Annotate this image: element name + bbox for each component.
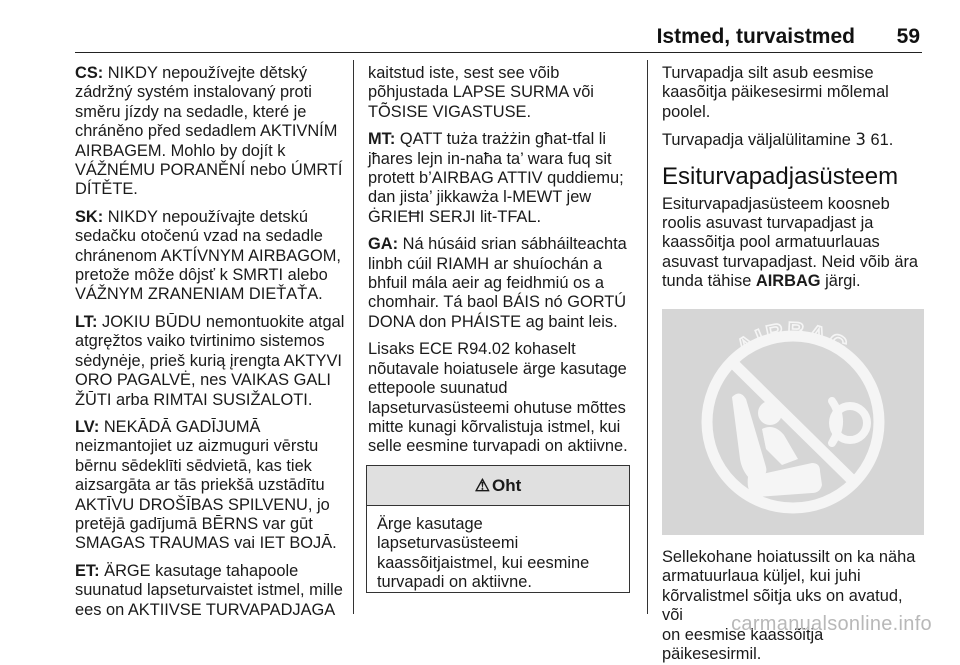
language-code: CS:	[75, 64, 104, 82]
language-code: GA:	[368, 235, 399, 254]
warning-paragraph-et	[75, 562, 347, 620]
front-airbag-description	[662, 195, 924, 292]
language-code: SK:	[75, 207, 104, 226]
continuation-paragraph: kaitstud iste, sest see võib põhjustada LAPSE SURMA või TÕSISE VIGASTUSE.	[368, 64, 594, 121]
header-rule	[75, 52, 922, 53]
label-location-paragraph: Turvapadja silt asub eesmise kaasõitja päikesesirmi mõlemal poolel.	[662, 64, 889, 121]
deactivation-text: Turvapadja väljalülitamine	[662, 131, 851, 150]
page-reference-arrow-icon: 3	[855, 130, 866, 150]
figure-caption: Sellekohane hoiatussilt on ka näha armatuurlaua küljel, kui juhi kõrvalistmel sõitja uks on avatud, või on eesmise kaassõitja päikesesirmil.	[662, 548, 916, 664]
language-code: LV:	[75, 417, 100, 436]
watermark: carmanualsonline.info	[731, 613, 932, 635]
danger-warning-box	[366, 465, 630, 593]
warning-paragraph-lv	[75, 418, 347, 554]
airbag-arc-label: AIRBAG	[731, 317, 854, 362]
description-text: Esiturvapadjasüsteem koosneb roolis asuvast turvapadjast ja kaassõitja pool armatuurlauas asuvast turvapadjast. Neid võib ära tunda tähise	[662, 194, 919, 291]
airbag-prohibition-icon	[662, 309, 924, 535]
warning-text: Ná húsáid srian sábháilteachta linbh cúil RIAMH ar shuíochán a bhfuil mála aeir ag feidhmiú os a chomhair. Tá baol BÁIS nó GORTÚ DONA don PHÁISTE ag baint leis.	[368, 235, 627, 331]
danger-warning-header	[367, 466, 629, 506]
warning-triangle-icon: ⚠	[474, 475, 490, 495]
ece-paragraph: Lisaks ECE R94.02 kohaselt nõutavale hoiatusele ärge kasutage ettepoole suunatud lapseturvasüsteemi ohutuse mõttes mitte kunagi kõrvalistuja istmel, kui selle eesmine turvapadi on aktiivne.	[368, 340, 628, 456]
warning-paragraph-ga	[368, 235, 634, 332]
warning-paragraph-lt	[75, 313, 347, 410]
danger-warning-text: Ärge kasutage lapseturvasüsteemi kaassõitjaistmel, kui eesmine turvapadi on aktiivne.	[377, 514, 590, 591]
language-code: LT:	[75, 312, 98, 331]
column-divider-left	[353, 60, 354, 614]
warning-text: ÄRGE kasutage tahapoole suunatud lapseturvaistet istmel, mille ees on AKTIIVSE TURVAPADJAGA	[75, 561, 343, 619]
warning-text: NIKDY nepoužívejte dětský zádržný systém instalovaný proti směru jízdy na sedadle, které je chráněno před sedadlem AKTIVNÍM AIRBAGEM. Mohlo by dojít k VÁŽNÉMU PORANĚNÍ nebo ÚMRTÍ DÍTĚTE.	[75, 64, 343, 199]
warning-paragraph-cs	[75, 64, 347, 200]
warning-text: QATT tuża trażżin għat-tfal li jħares lejn in-naħa ta’ wara fuq sit protett b’AIRBAG ATTIV quddiemu; dan jista’ jikkawża l-MEWT jew ĠRIEĦI SERJI lit-TFAL.	[368, 130, 624, 226]
airbag-term: AIRBAG	[755, 272, 821, 291]
description-end: järgi.	[820, 272, 861, 291]
running-header-title: Istmed, turvaistmed	[656, 25, 855, 48]
deactivation-reference	[662, 130, 924, 150]
column-2	[368, 64, 634, 593]
language-code: MT:	[368, 130, 396, 149]
warning-text: NEKĀDĀ GADĪJUMĀ neizmantojiet uz aizmuguri vērstu bērnu sēdeklīti sēdvietā, kas tiek aizsargāta ar tās priekšā uzstādītu AKTĪVU DROŠĪBAS SPILVENU, jo pretējā gadījumā BĒRNS var gūt SMAGAS TRAUMAS vai IET BOJĀ.	[75, 417, 337, 553]
column-divider-right	[647, 60, 648, 614]
warning-paragraph-mt	[368, 130, 634, 227]
warning-text: JOKIU BŪDU nemontuokite atgal atgręžtos vaiko tvirtinimo sistemos sėdynėje, prieš kurią įrengta AKTYVI ORO PAGALVĖ, nes VAIKAS GALI ŽŪTI arba RIMTAI SUSIŽALOTI.	[75, 312, 345, 409]
page-reference[interactable]: 61.	[870, 131, 894, 150]
section-heading: Esiturvapadjasüsteem	[662, 162, 899, 190]
warning-text: NIKDY nepoužívajte detskú sedačku otočenú vzad na sedadle chránenom AKTÍVNYM AIRBAGOM, pretože môže dôjsť k SMRTI alebo VÁŽNYM ZRANENIAM DIEŤAŤA.	[75, 207, 341, 304]
warning-paragraph-sk	[75, 208, 347, 305]
language-code: ET:	[75, 561, 100, 580]
column-1	[75, 64, 347, 628]
column-3	[662, 64, 924, 665]
danger-warning-title: Oht	[491, 475, 522, 495]
page-number: 59	[896, 25, 920, 48]
